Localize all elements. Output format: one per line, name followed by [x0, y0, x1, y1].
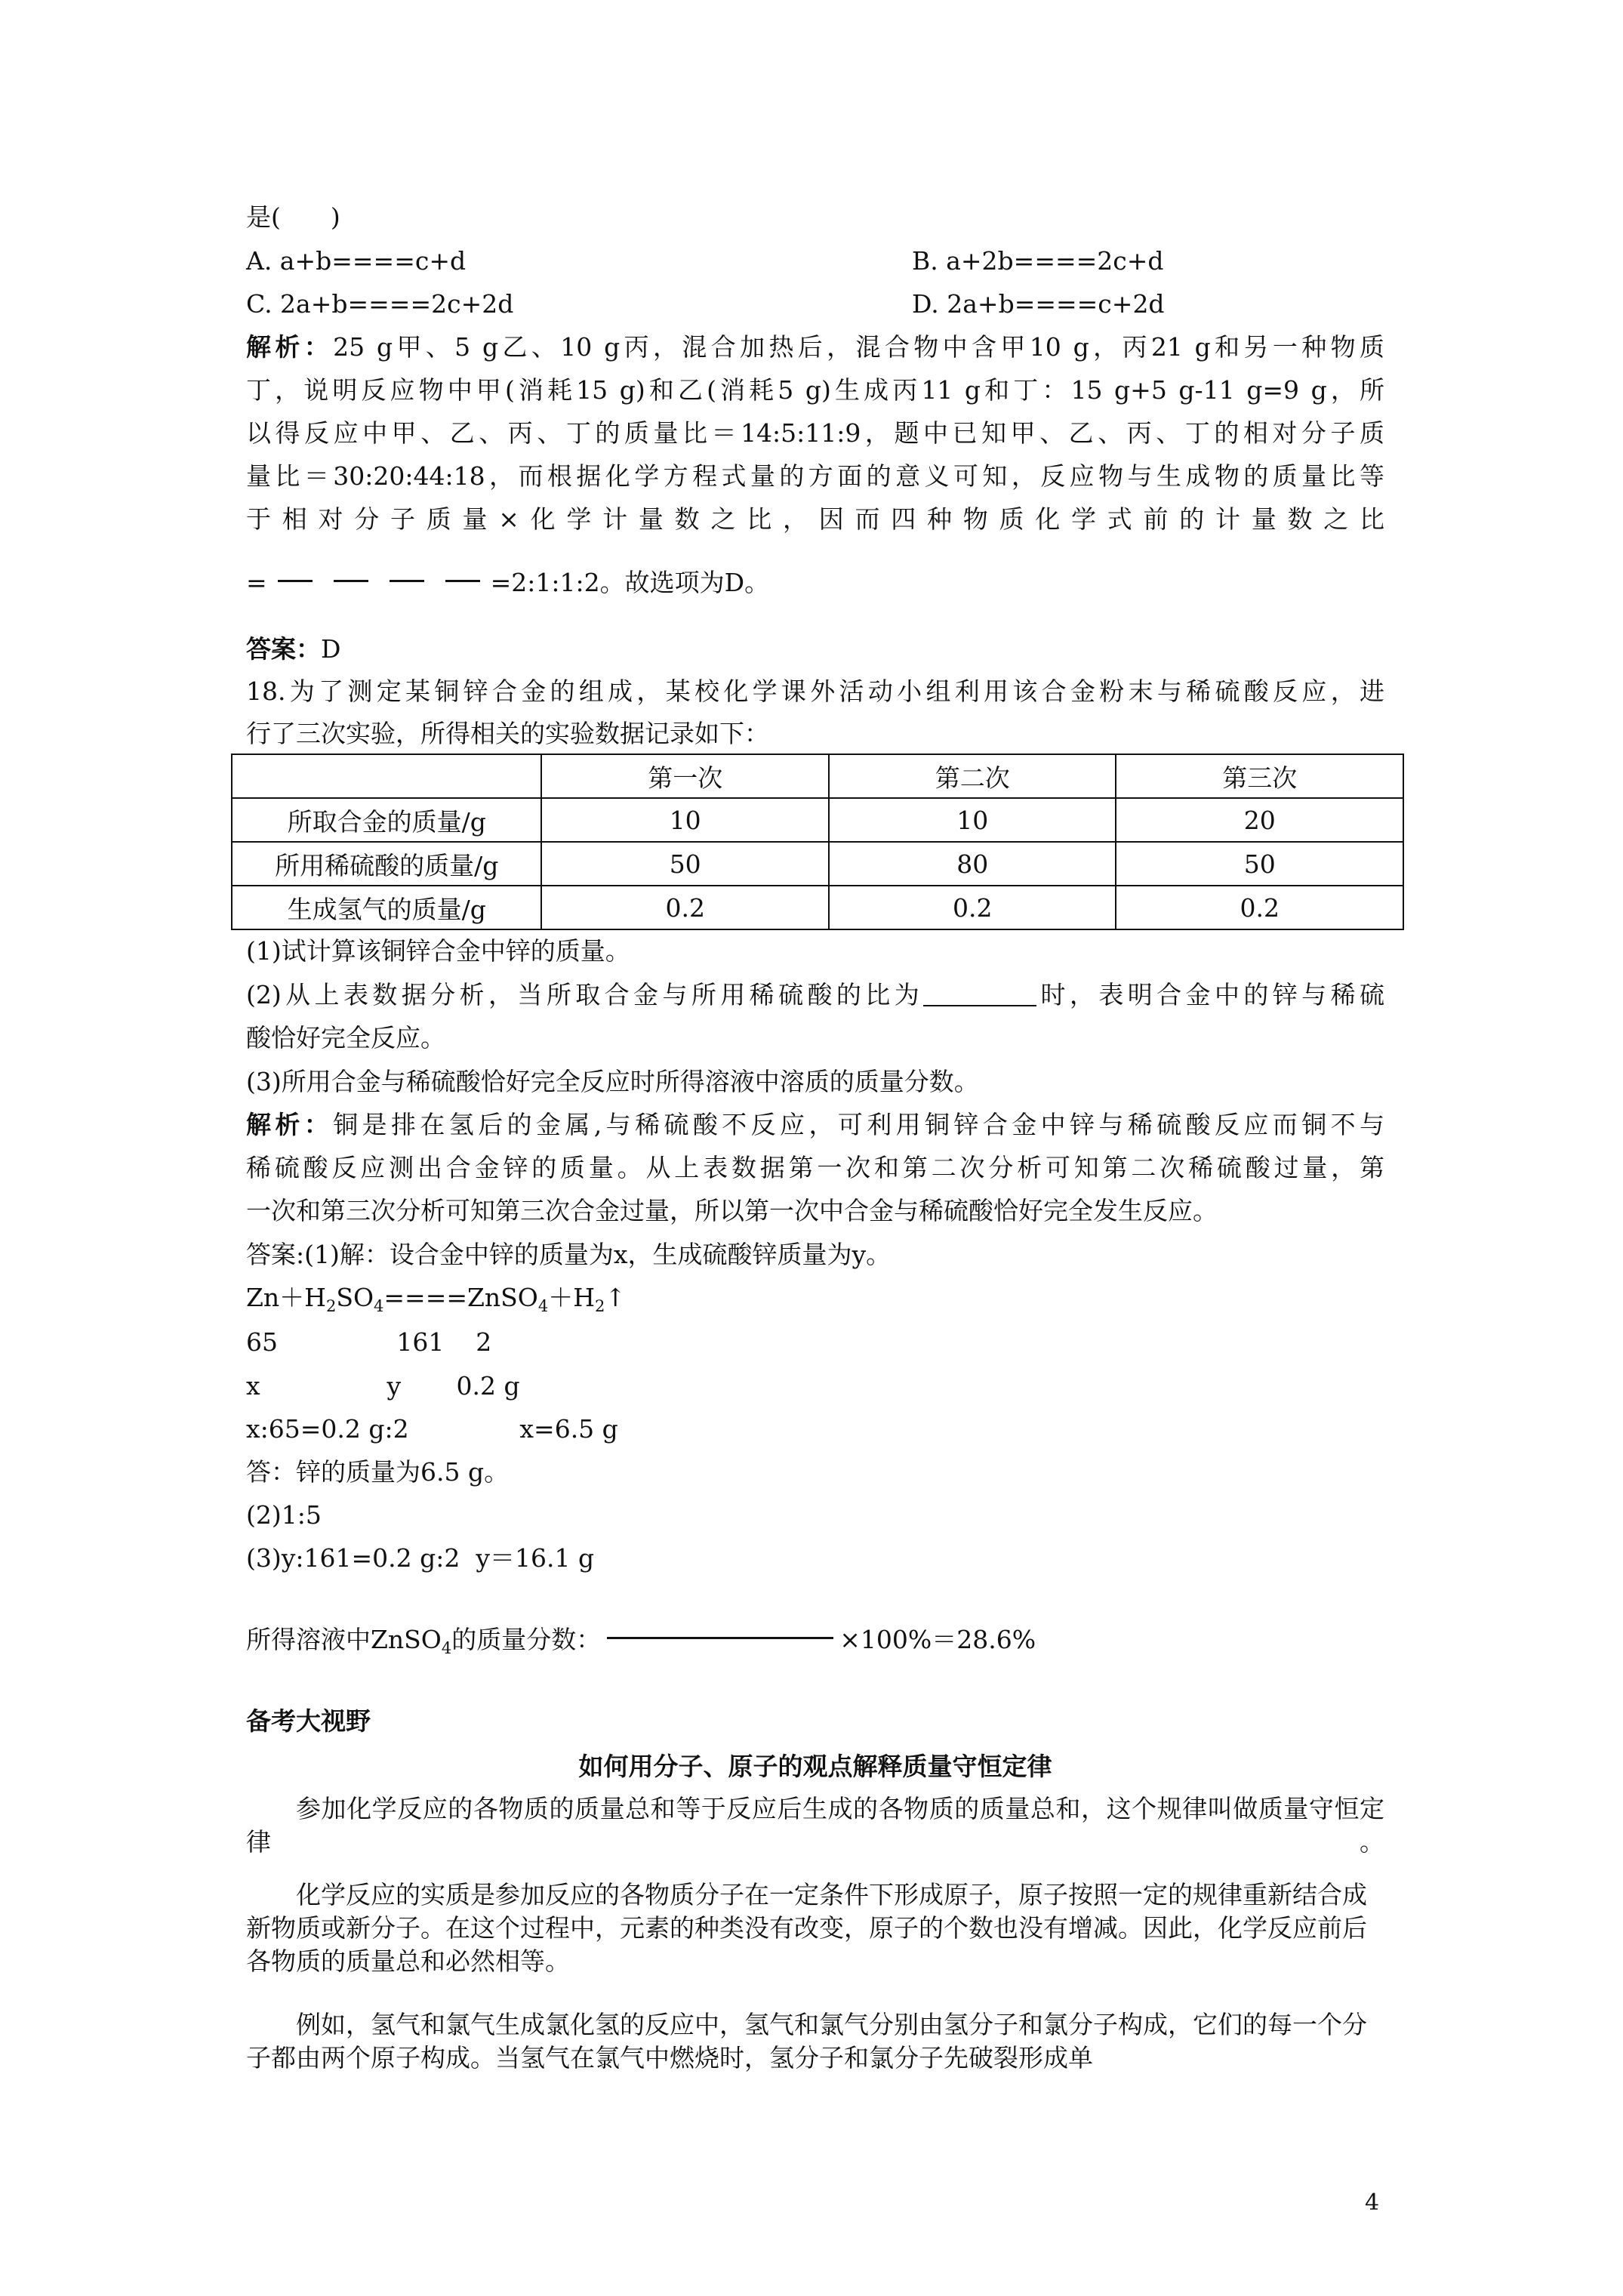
q18-stem: 18.为了测定某铜锌合金的组成，某校化学课外活动小组利用该合金粉末与稀硫酸反应，进 [246, 676, 1384, 706]
q18-sub3: (3)所用合金与稀硫酸恰好完全反应时所得溶液中溶质的质量分数。 [246, 1067, 979, 1096]
table-header-row [232, 754, 1403, 798]
q17-ratio-line: = =2:1:1:2。故选项为D。 [246, 568, 770, 597]
q17-answer: 答案：D [246, 634, 341, 664]
table-cell: 生成氢气的质量/g [232, 886, 541, 929]
fraction-bar [390, 580, 424, 582]
analysis-label: 解析： [246, 1110, 334, 1139]
q17-analysis-line: 解析：25 g甲、5 g乙、10 g丙，混合加热后，混合物中含甲10 g，丙21 g和另一种物质 [246, 332, 1384, 362]
paragraph: 参加化学反应的各物质的质量总和等于反应后生成的各物质的质量总和，这个规律叫做质量守恒定律。 [246, 1794, 1384, 1857]
q17-analysis-line: 量比＝30:20:44:18，而根据化学方程式量的方面的意义可知，反应物与生成物的质量比等 [246, 461, 1384, 491]
table-cell: 所用稀硫酸的质量/g [232, 842, 541, 886]
unknowns-line: x y 0.2 g [246, 1371, 520, 1401]
table-row [232, 886, 1403, 929]
table-cell: 50 [541, 842, 829, 886]
table-cell: 80 [829, 842, 1116, 886]
table-row [232, 798, 1403, 842]
fraction-bar [278, 580, 313, 582]
q18-analysis-line: 稀硫酸反应测出合金锌的质量。从上表数据第一次和第二次分析可知第二次稀硫酸过量，第 [246, 1153, 1384, 1182]
article-title: 如何用分子、原子的观点解释质量守恒定律 [578, 1752, 1052, 1781]
fraction-bar [445, 580, 480, 582]
page-number: 4 [1365, 2190, 1380, 2216]
table-cell: 50 [1116, 842, 1403, 886]
q18-analysis-line: 一次和第三次分析可知第三次合金过量，所以第一次中合金与稀硫酸恰好完全发生反应。 [246, 1196, 1218, 1225]
fraction-bar [607, 1637, 833, 1639]
experiment-table [231, 754, 1404, 930]
section-heading: 备考大视野 [246, 1706, 371, 1736]
q18-analysis-line: 解析：铜是排在氢后的金属,与稀硫酸不反应，可利用铜锌合金中锌与稀硫酸反应而铜不与 [246, 1110, 1385, 1139]
table-cell: 20 [1116, 798, 1403, 842]
q18-sub2: (2)从上表数据分析，当所取合金与所用稀硫酸的比为 时，表明合金中的锌与稀硫 [246, 980, 1384, 1009]
proportion-line: x:65=0.2 g:2 x=6.5 g [246, 1414, 618, 1444]
table-cell: 所取合金的质量/g [232, 798, 541, 842]
q17-analysis-line: 以得反应中甲、乙、丙、丁的质量比＝14:5:11:9，题中已知甲、乙、丙、丁的相对分子质 [246, 418, 1384, 448]
q17-stem-tail: 是( ) [246, 202, 340, 232]
molar-mass-line: 65 161 2 [246, 1327, 492, 1357]
table-row [232, 842, 1403, 886]
fraction-bar [334, 580, 368, 582]
q17-analysis-line: 于相对分子质量×化学计量数之比，因而四种物质化学式前的计量数之比 [246, 504, 1384, 534]
answer-2: (2)1:5 [246, 1500, 322, 1530]
q17-option-c: C. 2a+b====2c+2d [246, 289, 514, 319]
table-cell: 10 [541, 798, 829, 842]
q17-analysis-line: 丁，说明反应物中甲(消耗15 g)和乙(消耗5 g)生成丙11 g和丁：15 g+5 g-11 g=9 g，所 [246, 375, 1384, 405]
mass-fraction-line: 所得溶液中ZnSO$_4$的质量分数： ×100%＝28.6% [246, 1625, 1036, 1657]
reaction-equation: $Zn+H_2SO_4====ZnSO_4+H_2↑$ [246, 1283, 627, 1315]
answer-3: (3)y:161=0.2 g:2 y＝16.1 g [246, 1543, 595, 1573]
q18-answer-intro: 答案:(1)解：设合金中锌的质量为x，生成硫酸锌质量为y。 [246, 1240, 892, 1269]
q17-option-d: D. 2a+b====c+2d [912, 289, 1165, 319]
table-header: 第二次 [829, 754, 1116, 798]
zinc-mass-answer: 答：锌的质量为6.5 g。 [246, 1457, 510, 1487]
analysis-label: 解析： [246, 332, 334, 362]
answer-blank [923, 981, 1036, 1006]
table-cell: 0.2 [1116, 886, 1403, 929]
q18-sub1: (1)试计算该铜锌合金中锌的质量。 [246, 936, 630, 966]
table-cell [232, 754, 541, 798]
table-cell: 10 [829, 798, 1116, 842]
q17-option-a: A. a+b====c+d [246, 246, 467, 276]
table-header: 第三次 [1116, 754, 1403, 798]
paragraph: 化学反应的实质是参加反应的各物质分子在一定条件下形成原子，原子按照一定的规律重新结合成新物质或新分子。在这个过程中，元素的种类没有改变，原子的个数也没有增减。因此，化学反应前后各物质的质量总和必然相等。 [246, 1880, 1367, 1976]
q18-stem: 行了三次实验，所得相关的实验数据记录如下： [246, 719, 769, 748]
table-cell: 0.2 [829, 886, 1116, 929]
table-header: 第一次 [541, 754, 829, 798]
q17-option-b: B. a+2b====2c+d [912, 246, 1164, 276]
arrow-up-icon: ↑ [605, 1283, 627, 1312]
paragraph: 例如，氢气和氯气生成氯化氢的反应中，氢气和氯气分别由氢分子和氯分子构成，它们的每一个分子都由两个原子构成。当氢气在氯气中燃烧时，氢分子和氯分子先破裂形成单 [246, 2010, 1367, 2073]
table-cell: 0.2 [541, 886, 829, 929]
q18-sub2-cont: 酸恰好完全反应。 [246, 1023, 445, 1052]
